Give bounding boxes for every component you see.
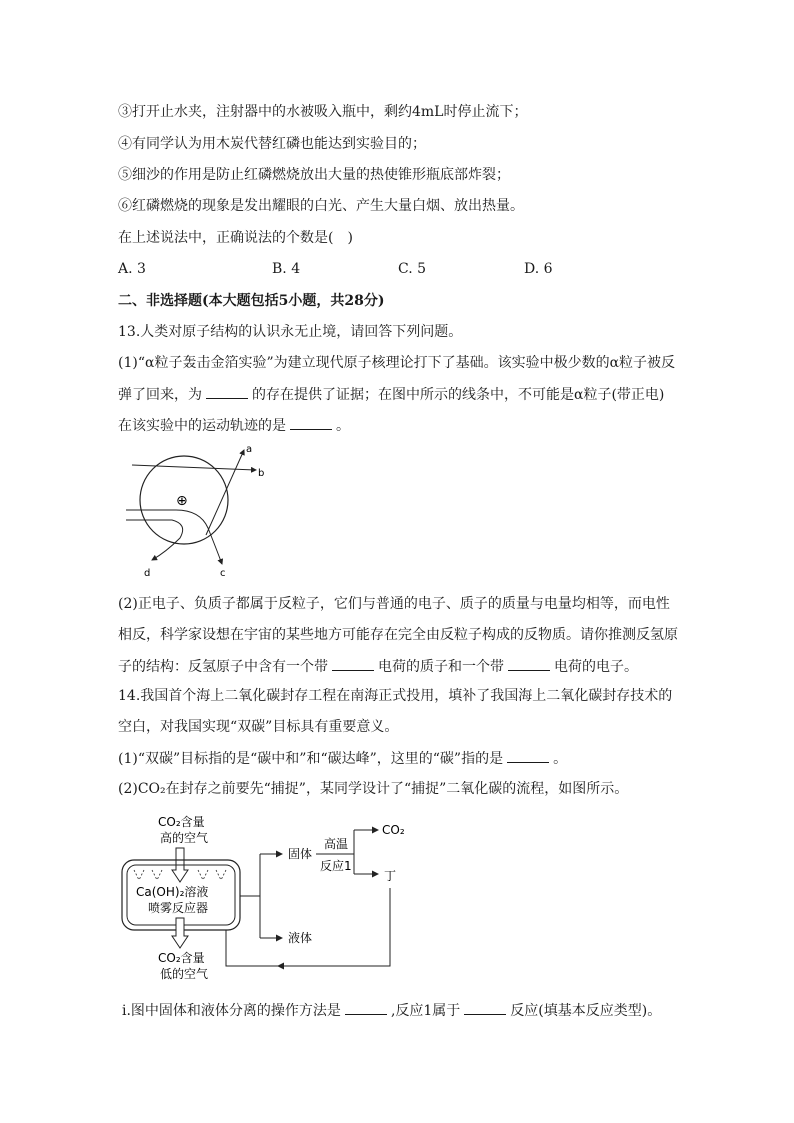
q14-part1-a: (1)“双碳”目标指的是“碳中和”和“碳达峰”，这里的“碳”指的是	[118, 751, 504, 767]
statement-5: ⑤细沙的作用是防止红磷燃烧放出大量的热使锥形瓶底部炸裂；	[118, 167, 510, 183]
q14-part1-b: 。	[553, 751, 568, 767]
q13-part1-line1: (1)“α粒子轰击金箔实验”为建立现代原子核理论打下了基础。该实验中极少数的α粒子被反	[118, 355, 676, 371]
condition-label: 高温	[324, 837, 349, 851]
label-b: b	[258, 468, 265, 479]
answer-blank[interactable]	[332, 656, 374, 671]
q14-i-c: 反应(填基本反应类型)。	[510, 1003, 662, 1019]
q14-part1	[118, 748, 567, 769]
q14-i-b: ,反应1属于	[390, 1003, 461, 1019]
q13-part2-line3	[118, 656, 638, 677]
reactor-label-line2: 喷雾反应器	[148, 901, 209, 915]
question-text: 在上述说法中，正确说法的个数是( )	[118, 230, 353, 246]
output-arrow	[172, 918, 188, 948]
recycle-to-reactor	[226, 930, 278, 966]
option-b: B. 4	[272, 261, 301, 277]
q13-part2-line2: 相反，科学家设想在宇宙的某些地方可能存在完全由反粒子构成的反物质。请你推测反氢原	[118, 627, 678, 643]
input-air-line1: CO₂含量	[158, 815, 205, 829]
statement-6: ⑥红磷燃烧的现象是发出耀眼的白光、产生大量白烟、放出热量。	[118, 198, 524, 214]
section-heading: 二、非选择题(本大题包括5小题，共28分)	[118, 293, 385, 309]
reactor-label-line1: Ca(OH)₂溶液	[136, 885, 209, 899]
q13-part1-line3-b: 。	[336, 418, 350, 434]
q13-part1-line2-b: 的存在提供了证据；在图中所示的线条中，不可能是α粒子(带正电)	[252, 387, 665, 403]
output-air-line2: 低的空气	[160, 967, 209, 981]
answer-blank[interactable]	[290, 415, 332, 430]
alpha-scattering-figure	[118, 440, 278, 582]
input-air-line2: 高的空气	[160, 831, 209, 845]
track-a	[206, 450, 244, 535]
liquid-label: 液体	[288, 931, 313, 945]
q14-line1: 14.我国首个海上二氧化碳封存工程在南海正式投用，填补了我国海上二氧化碳封存技术的	[118, 688, 673, 704]
q13-part2-line3-a: 子的结构：反氢原子中含有一个带	[118, 659, 328, 675]
product-co2: CO₂	[382, 823, 405, 837]
answer-blank[interactable]	[464, 1000, 506, 1015]
nucleus-symbol: ⊕	[176, 493, 188, 509]
solid-label: 固体	[288, 847, 313, 861]
q13-stem: 13.人类对原子结构的认识永无止境，请回答下列问题。	[118, 324, 463, 340]
q13-part1-line2	[118, 384, 664, 405]
answer-blank[interactable]	[507, 748, 549, 763]
q13-part2-line3-c: 电荷的电子。	[554, 659, 638, 675]
q14-part2: (2)CO₂在封存之前要先“捕捉”，某同学设计了“捕捉”二氧化碳的流程，如图所示。	[118, 781, 629, 797]
track-d	[126, 520, 183, 560]
statement-3: ③打开止水夹，注射器中的水被吸入瓶中，剩约4mL时停止流下；	[118, 104, 528, 120]
output-air-line1: CO₂含量	[158, 951, 205, 965]
product-ding: 丁	[384, 869, 397, 883]
option-d: D. 6	[524, 261, 553, 277]
label-c: c	[220, 568, 226, 579]
q13-part1-line3	[118, 415, 350, 436]
split-line	[240, 854, 260, 938]
statement-4: ④有同学认为用木炭代替红磷也能达到实验目的；	[118, 136, 426, 152]
option-c: C. 5	[398, 261, 427, 277]
answer-blank[interactable]	[206, 384, 248, 399]
q13-part2-line1: (2)正电子、负质子都属于反粒子，它们与普通的电子、质子的质量与电量均相等，而电性	[118, 596, 670, 612]
q14-subquestion-i	[122, 1000, 661, 1021]
reaction-label: 反应1	[320, 859, 352, 873]
label-a: a	[246, 444, 253, 455]
q14-line2: 空白，对我国实现“双碳”目标具有重要意义。	[118, 719, 399, 735]
q14-i-a: ⅰ.图中固体和液体分离的操作方法是	[122, 1003, 341, 1019]
q13-part1-line3-a: 在该实验中的运动轨迹的是	[118, 418, 286, 434]
q13-part2-line3-b: 电荷的质子和一个带	[378, 659, 504, 675]
co2-capture-flowchart	[118, 808, 418, 990]
q13-part1-line2-a: 弹了回来，为	[118, 387, 202, 403]
answer-blank[interactable]	[345, 1000, 387, 1015]
recycle-line	[278, 888, 390, 966]
label-d: d	[144, 568, 151, 579]
answer-blank[interactable]	[508, 656, 550, 671]
option-a: A. 3	[118, 261, 146, 277]
